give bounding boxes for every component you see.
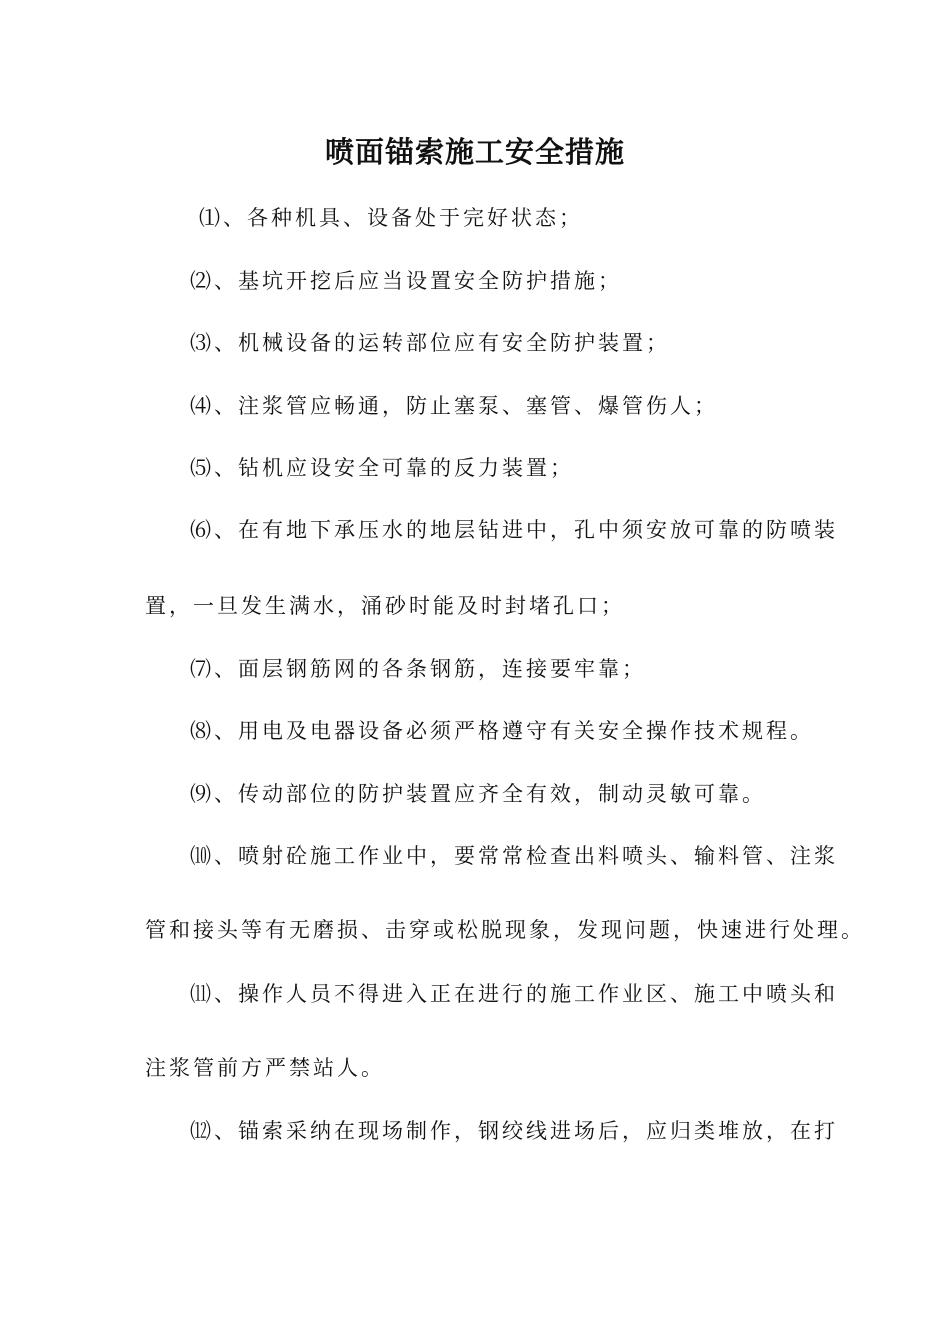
item-10: ⑽、喷射砼施工作业中，要常常检查出料喷头、输料管、注浆 xyxy=(190,844,838,868)
item-2: ⑵、基坑开挖后应当设置安全防护措施； xyxy=(190,269,622,293)
item-3: ⑶、机械设备的运转部位应有安全防护装置； xyxy=(190,331,670,355)
item-6-continuation: 置，一旦发生满水，涌砂时能及时封堵孔口； xyxy=(145,594,625,618)
item-7: ⑺、面层钢筋网的各条钢筋，连接要牢靠； xyxy=(190,657,646,681)
item-10-continuation: 管和接头等有无磨损、击穿或松脱现象，发现问题，快速进行处理。 xyxy=(145,918,865,942)
item-6: ⑹、在有地下承压水的地层钻进中，孔中须安放可靠的防喷装 xyxy=(190,518,838,542)
item-8: ⑻、用电及电器设备必须严格遵守有关安全操作技术规程。 xyxy=(190,719,814,743)
item-1: ⑴、各种机具、设备处于完好状态； xyxy=(199,206,583,230)
item-9: ⑼、传动部位的防护装置应齐全有效，制动灵敏可靠。 xyxy=(190,782,766,806)
item-11-continuation: 注浆管前方严禁站人。 xyxy=(145,1056,385,1080)
item-5: ⑸、钻机应设安全可靠的反力装置； xyxy=(190,456,574,480)
item-4: ⑷、注浆管应畅通，防止塞泵、塞管、爆管伤人； xyxy=(190,394,718,418)
document-title: 喷面锚索施工安全措施 xyxy=(324,135,625,169)
item-12: ⑿、锚索采纳在现场制作，钢绞线进场后，应归类堆放，在打 xyxy=(190,1119,838,1143)
item-11: ⑾、操作人员不得进入正在进行的施工作业区、施工中喷头和 xyxy=(190,982,838,1006)
